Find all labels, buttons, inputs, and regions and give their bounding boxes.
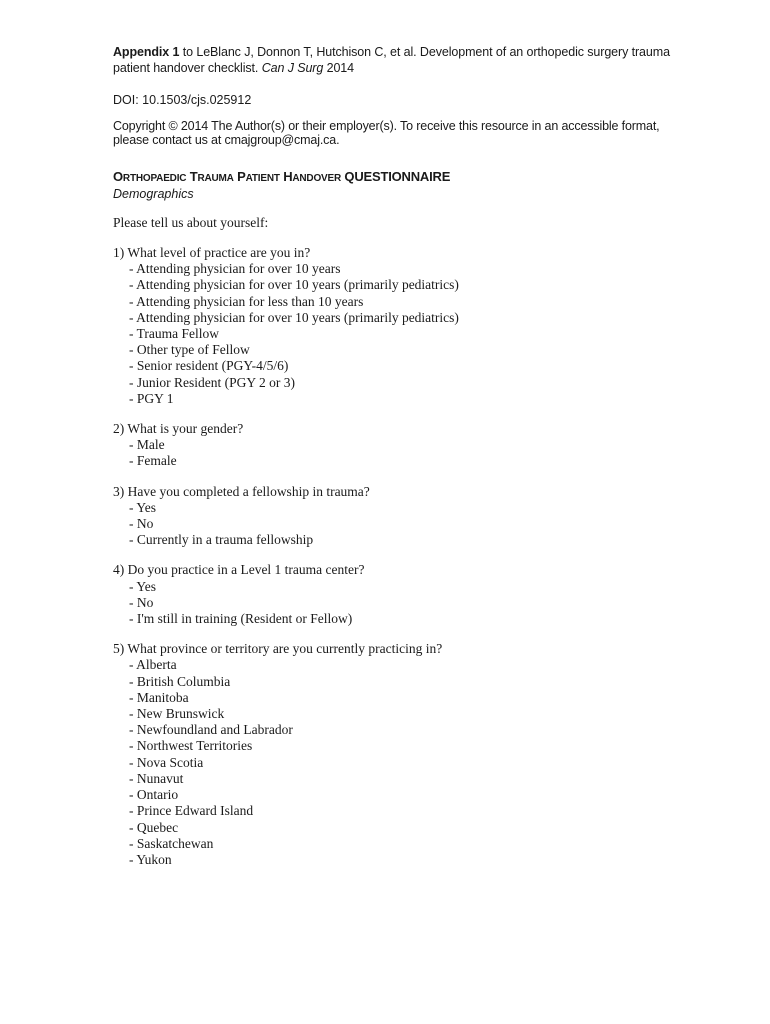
option-item: - Attending physician for less than 10 years — [129, 294, 673, 310]
title-cap-t: T — [189, 169, 198, 184]
option-item: - Quebec — [129, 820, 673, 836]
title-rest-patient: ATIENT — [245, 173, 280, 184]
question-text: 5) What province or territory are you currently practicing in? — [113, 641, 443, 657]
question-3 — [113, 484, 673, 549]
title-rest-orthopaedic: RTHOPAEDIC — [122, 173, 187, 184]
option-list — [113, 437, 673, 469]
question-text: 4) Do you practice in a Level 1 trauma center? — [113, 562, 365, 578]
section-subtitle: Demographics — [113, 187, 194, 201]
option-item: - Junior Resident (PGY 2 or 3) — [129, 375, 673, 391]
option-list — [113, 657, 673, 868]
journal-name: Can J Surg — [261, 61, 324, 75]
option-item: - Newfoundland and Labrador — [129, 722, 673, 738]
title-cap-h: H — [283, 169, 293, 184]
option-item: - Attending physician for over 10 years — [129, 261, 673, 277]
copyright-notice: Copyright © 2014 The Author(s) or their employer(s). To receive this resource in an accessible format, please contact us at cmajgroup@cmaj.ca. — [113, 119, 660, 147]
option-item: - Northwest Territories — [129, 738, 673, 754]
questionnaire-title — [113, 169, 673, 187]
document-page — [113, 44, 673, 868]
title-cap-p: P — [237, 169, 246, 184]
option-item: - PGY 1 — [129, 391, 673, 407]
option-item: - Nunavut — [129, 771, 673, 787]
option-item: - Manitoba — [129, 690, 673, 706]
option-list — [113, 500, 673, 549]
citation-text: to LeBlanc J, Donnon T, Hutchison C, et al. Development of an orthopedic surgery trauma patient handover checklist. — [113, 45, 670, 75]
question-text: 2) What is your gender? — [113, 421, 244, 437]
option-item: - Male — [129, 437, 673, 453]
doi: DOI: 10.1503/cjs.025912 — [113, 93, 252, 107]
appendix-label: Appendix 1 — [113, 45, 180, 59]
option-item: - Other type of Fellow — [129, 342, 673, 358]
option-item: - Trauma Fellow — [129, 326, 673, 342]
option-item: - No — [129, 595, 673, 611]
option-item: - Prince Edward Island — [129, 803, 673, 819]
citation — [113, 44, 673, 76]
question-1 — [113, 245, 673, 407]
question-2 — [113, 421, 673, 470]
option-item: - Yes — [129, 500, 673, 516]
option-item: - Attending physician for over 10 years (primarily pediatrics) — [129, 310, 673, 326]
title-cap-o: O — [113, 169, 123, 184]
option-item: - Alberta — [129, 657, 673, 673]
option-item: - Female — [129, 453, 673, 469]
question-text: 3) Have you completed a fellowship in trauma? — [113, 483, 370, 499]
question-text: 1) What level of practice are you in? — [113, 245, 311, 260]
question-4 — [113, 562, 673, 627]
option-item: - Senior resident (PGY-4/5/6) — [129, 358, 673, 374]
question-5 — [113, 641, 673, 868]
option-item: - New Brunswick — [129, 706, 673, 722]
option-list — [113, 261, 673, 407]
option-item: - Yes — [129, 579, 673, 595]
title-rest-trauma: RAUMA — [197, 173, 234, 184]
option-list — [113, 579, 673, 628]
option-item: - British Columbia — [129, 674, 673, 690]
option-item: - Saskatchewan — [129, 836, 673, 852]
title-rest-handover: ANDOVER — [292, 173, 341, 184]
option-item: - Nova Scotia — [129, 755, 673, 771]
option-item: - Ontario — [129, 787, 673, 803]
option-item: - Currently in a trauma fellowship — [129, 532, 673, 548]
option-item: - No — [129, 516, 673, 532]
intro-text: Please tell us about yourself: — [113, 215, 269, 230]
title-questionnaire: QUESTIONNAIRE — [344, 169, 451, 184]
option-item: - Attending physician for over 10 years (primarily pediatrics) — [129, 277, 673, 293]
citation-year: 2014 — [323, 61, 354, 75]
option-item: - I'm still in training (Resident or Fellow) — [129, 611, 673, 627]
option-item: - Yukon — [129, 852, 673, 868]
